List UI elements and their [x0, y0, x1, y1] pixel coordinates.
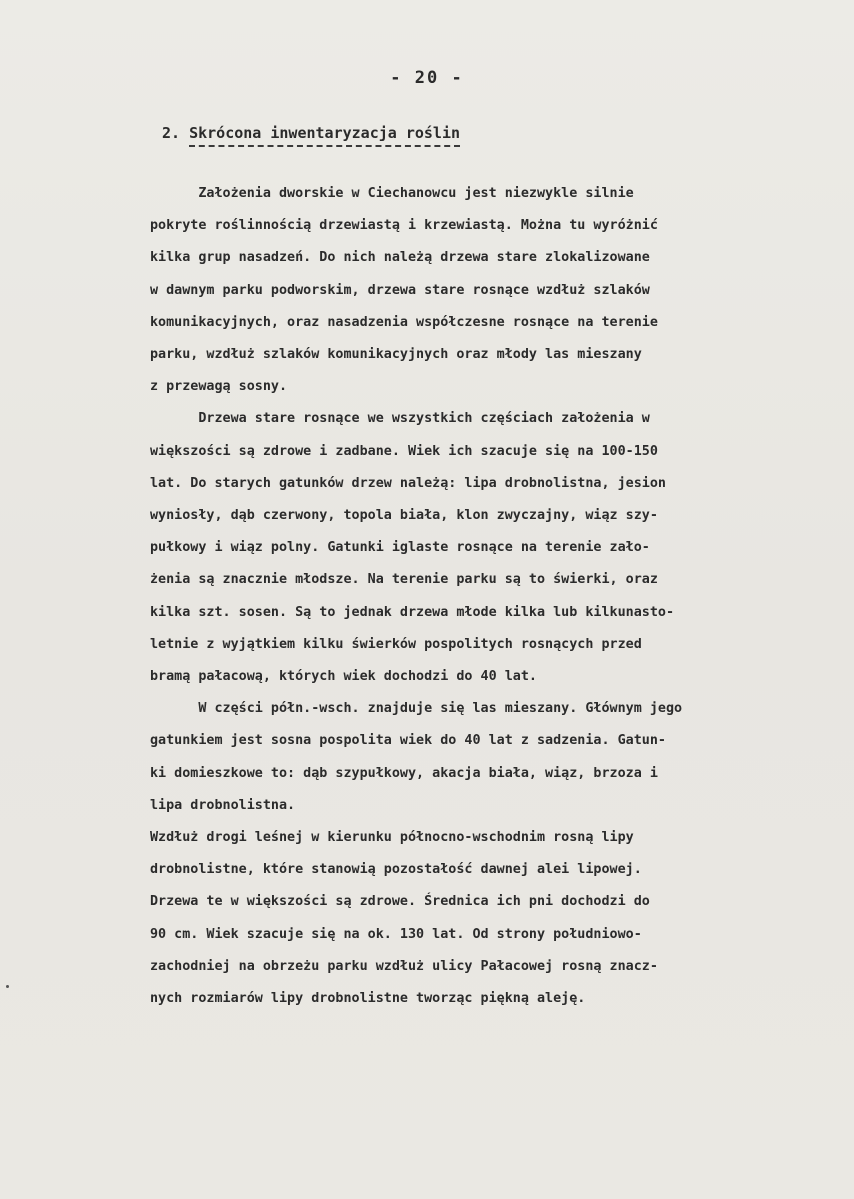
- text-line: drobnolistne, które stanowią pozostałość dawnej alei lipowej.: [150, 862, 642, 878]
- text-line: pokryte roślinnością drzewiastą i krzewiastą. Można tu wyróżnić: [150, 218, 658, 234]
- text-line: nych rozmiarów lipy drobnolistne tworząc piękną aleję.: [150, 991, 586, 1007]
- text-line: komunikacyjnych, oraz nasadzenia współczesne rosnące na terenie: [150, 314, 658, 330]
- text-line: Drzewa stare rosnące we wszystkich częściach założenia w: [150, 411, 650, 427]
- page-number: - 20 -: [390, 68, 464, 88]
- text-line: wyniosły, dąb czerwony, topola biała, klon zwyczajny, wiąz szy-: [150, 508, 658, 524]
- text-line: z przewagą sosny.: [150, 379, 288, 395]
- text-line: w dawnym parku podworskim, drzewa stare rosnące wzdłuż szlaków: [150, 282, 650, 298]
- text-line: lat. Do starych gatunków drzew należą: lipa drobnolistna, jesion: [150, 475, 666, 491]
- section-number: 2.: [162, 124, 181, 142]
- text-line: ki domieszkowe to: dąb szypułkowy, akacja biała, wiąz, brzoza i: [150, 765, 658, 781]
- text-line: kilka grup nasadzeń. Do nich należą drzewa stare zlokalizowane: [150, 250, 650, 266]
- text-line: pułkowy i wiąz polny. Gatunki iglaste rosnące na terenie zało-: [150, 540, 650, 556]
- body-text: [150, 178, 850, 1015]
- text-line: letnie z wyjątkiem kilku świerków pospolitych rosnących przed: [150, 636, 642, 652]
- text-line: kilka szt. sosen. Są to jednak drzewa młode kilka lub kilkunasto-: [150, 604, 675, 620]
- text-line: Drzewa te w większości są zdrowe. Średnica ich pni dochodzi do: [150, 894, 650, 910]
- text-line: Wzdłuż drogi leśnej w kierunku północno-wschodnim rosną lipy: [150, 830, 634, 846]
- section-heading: [162, 124, 460, 142]
- text-line: W części półn.-wsch. znajduje się las mieszany. Głównym jego: [150, 701, 683, 717]
- text-line: większości są zdrowe i zadbane. Wiek ich szacuje się na 100-150: [150, 443, 658, 459]
- text-line: lipa drobnolistna.: [150, 797, 296, 813]
- section-title: Skrócona inwentaryzacja roślin: [189, 124, 460, 147]
- text-line: zachodniej na obrzeżu parku wzdłuż ulicy Pałacowej rosną znacz-: [150, 958, 658, 974]
- text-line: bramą pałacową, których wiek dochodzi do 40 lat.: [150, 669, 537, 685]
- text-line: Założenia dworskie w Ciechanowcu jest niezwykle silnie: [150, 186, 634, 201]
- scan-speck: [6, 985, 9, 988]
- text-line: gatunkiem jest sosna pospolita wiek do 40 lat z sadzenia. Gatun-: [150, 733, 666, 749]
- text-line: żenia są znacznie młodsze. Na terenie parku są to świerki, oraz: [150, 572, 658, 588]
- text-line: 90 cm. Wiek szacuje się na ok. 130 lat. Od strony południowo-: [150, 926, 642, 942]
- text-line: parku, wzdłuż szlaków komunikacyjnych oraz młody las mieszany: [150, 347, 642, 363]
